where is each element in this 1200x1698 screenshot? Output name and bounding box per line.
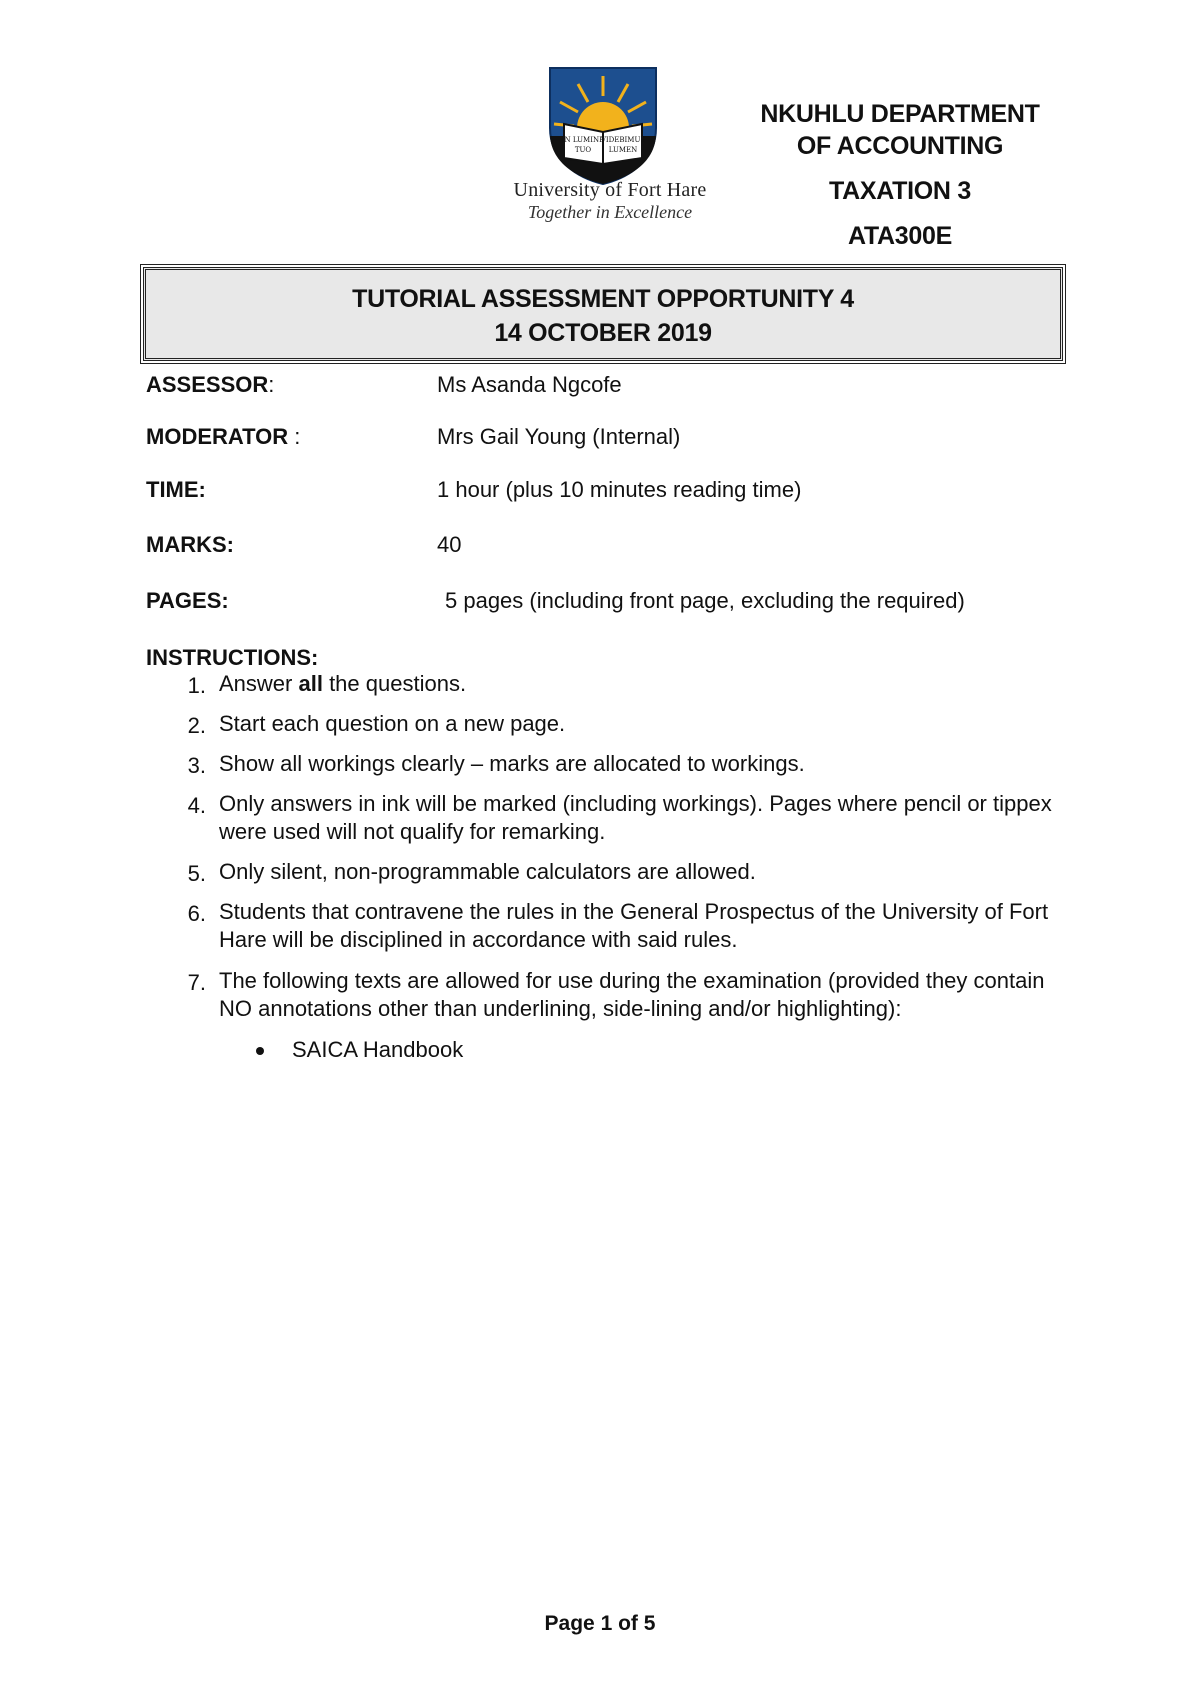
marks-value: 40 (437, 532, 462, 557)
instruction-item: Start each question on a new page. (219, 711, 566, 736)
pages-label: PAGES: (146, 588, 229, 613)
assessor-value: Ms Asanda Ngcofe (437, 372, 622, 397)
instruction-number: 4. (187, 793, 206, 818)
instruction-number: 1. (187, 673, 206, 698)
assessment-date: 14 OCTOBER 2019 (494, 319, 712, 347)
moderator-label: MODERATOR : (146, 424, 301, 449)
pages-value: 5 pages (including front page, excluding the required) (445, 588, 965, 613)
bullet-icon (256, 1047, 264, 1055)
instruction-item: Answer all the questions. (219, 671, 467, 696)
instruction-number: 3. (187, 753, 206, 778)
instruction-item: Show all workings clearly – marks are allocated to workings. (219, 751, 805, 776)
university-motto: Together in Excellence (527, 202, 693, 222)
moderator-value: Mrs Gail Young (Internal) (437, 424, 681, 449)
svg-text:TUO: TUO (574, 146, 592, 154)
assessor-label: ASSESSOR: (146, 372, 275, 397)
instructions-heading: INSTRUCTIONS: (146, 645, 319, 670)
instruction-item: The following texts are allowed for use during the examination (provided they contain NO annotations other than underlining, side-lining and/or highlighting): (219, 968, 1045, 1021)
department-line-2: OF ACCOUNTING (796, 132, 1004, 160)
instruction-emphasis: all (298, 671, 323, 696)
title-box (143, 267, 1063, 361)
instruction-item: Students that contravene the rules in the General Prospectus of the University of Fort Hare will be disciplined in accordance with said rules. (219, 899, 1049, 952)
marks-label: MARKS: (146, 532, 234, 557)
university-name: University of Fort Hare (513, 179, 707, 201)
instruction-item: Only silent, non-programmable calculators are allowed. (219, 859, 756, 884)
svg-text:LUMEN: LUMEN (608, 146, 638, 154)
instruction-number: 5. (187, 861, 206, 886)
time-value: 1 hour (plus 10 minutes reading time) (437, 477, 802, 502)
book-left-text: IN LUMINE (561, 136, 605, 144)
time-label: TIME: (146, 477, 206, 502)
university-crest-icon (548, 66, 658, 186)
subject-code: ATA300E (848, 222, 952, 250)
page-number: Page 1 of 5 (544, 1612, 656, 1635)
instruction-item: Only answers in ink will be marked (including workings). Pages where pencil or tippex were used will not qualify for remarking. (219, 791, 1052, 844)
book-right-text: VIDEBIMUS (600, 136, 646, 144)
department-block (740, 98, 1060, 252)
instruction-number: 7. (187, 970, 206, 995)
allowed-text-item: SAICA Handbook (292, 1037, 464, 1062)
university-logo (490, 66, 730, 226)
subject-name: TAXATION 3 (829, 177, 971, 205)
assessment-title: TUTORIAL ASSESSMENT OPPORTUNITY 4 (352, 285, 854, 313)
instruction-number: 6. (187, 901, 206, 926)
instruction-number: 2. (187, 713, 206, 738)
department-line-1: NKUHLU DEPARTMENT (760, 100, 1040, 128)
